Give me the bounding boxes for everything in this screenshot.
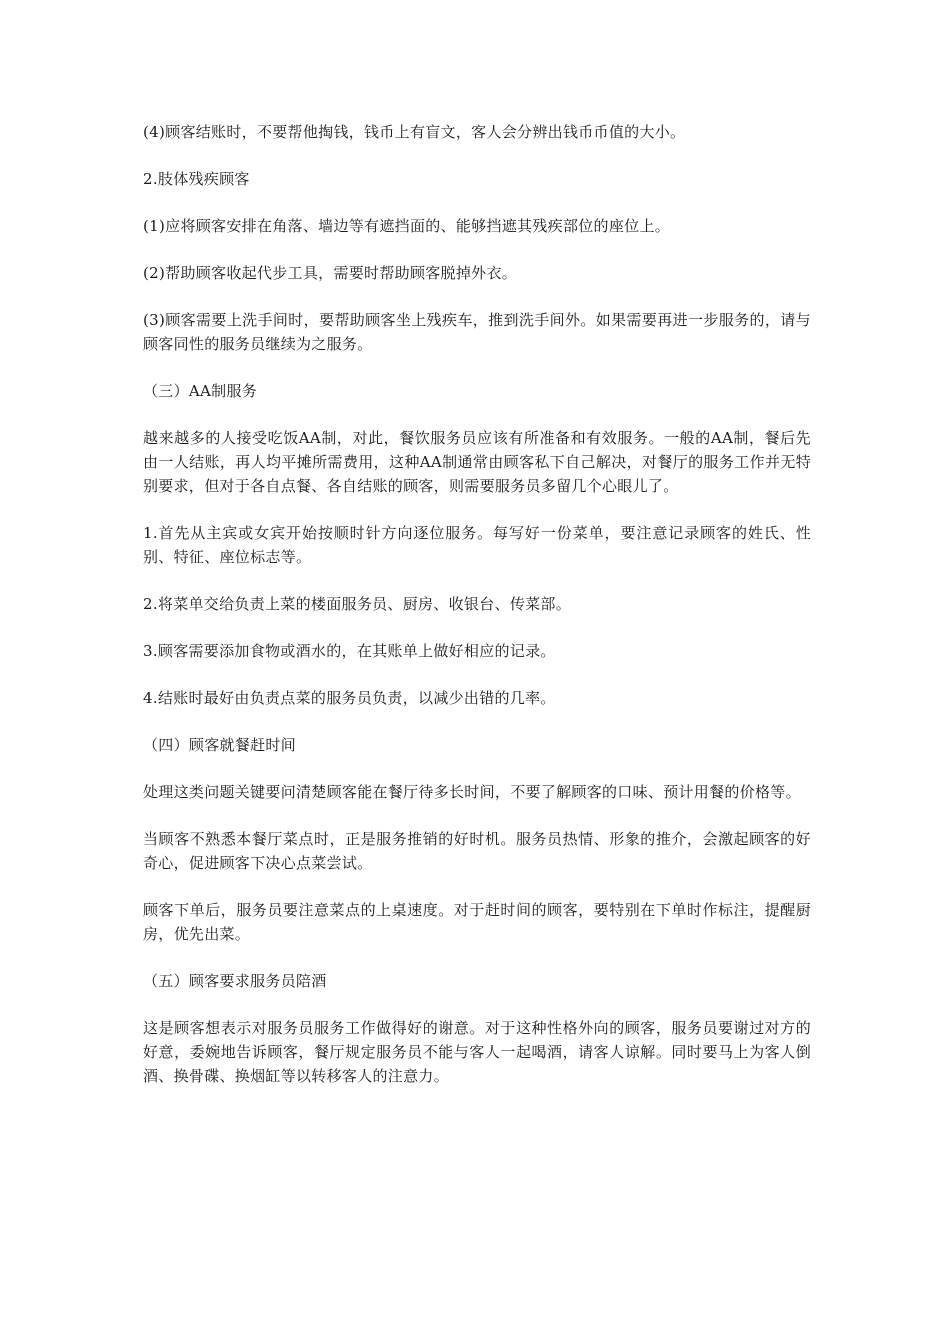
paragraph-aa-step-2: 2.将菜单交给负责上菜的楼面服务员、厨房、收银台、传菜部。 [143, 595, 572, 613]
heading-physically-disabled: 2.肢体残疾顾客 [143, 170, 250, 188]
paragraph-aa-step-1: 1.首先从主宾或女宾开始按顺时针方向逐位服务。每写好一份菜单，要注意记录顾客的姓氏、性别、特征、座位标志等。 [143, 524, 811, 566]
paragraph-aa-step-4: 4.结账时最好由负责点菜的服务员负责，以减少出错的几率。 [143, 689, 556, 707]
paragraph-mobility-aids: (2)帮助顾客收起代步工具，需要时帮助顾客脱掉外衣。 [143, 264, 518, 282]
heading-aa-service: （三）AA制服务 [143, 382, 258, 400]
paragraph-blind-payment: (4)顾客结账时，不要帮他掏钱，钱币上有盲文，客人会分辨出钱币币值的大小。 [143, 123, 686, 141]
heading-drinking-request: （五）顾客要求服务员陪酒 [143, 972, 327, 990]
paragraph-seating: (1)应将顾客安排在角落、墙边等有遮挡面的、能够挡遮其残疾部位的座位上。 [143, 217, 671, 235]
paragraph-aa-step-3: 3.顾客需要添加食物或酒水的，在其账单上做好相应的记录。 [143, 642, 556, 660]
paragraph-rushed-1: 处理这类问题关键要问清楚顾客能在餐厅待多长时间，不要了解顾客的口味、预计用餐的价格等。 [143, 783, 801, 801]
paragraph-rushed-2: 当顾客不熟悉本餐厅菜点时，正是服务推销的好时机。服务员热情、形象的推介，会激起顾客的好奇心，促进顾客下决心点菜尝试。 [143, 830, 811, 872]
paragraph-restroom-help: (3)顾客需要上洗手间时，要帮助顾客坐上残疾车，推到洗手间外。如果需要再进一步服务的，请与顾客同性的服务员继续为之服务。 [143, 311, 811, 353]
paragraph-rushed-3: 顾客下单后，服务员要注意菜点的上桌速度。对于赶时间的顾客，要特别在下单时作标注，提醒厨房，优先出菜。 [143, 901, 811, 943]
document-page [143, 120, 811, 1111]
paragraph-drinking-response: 这是顾客想表示对服务员服务工作做得好的谢意。对于这种性格外向的顾客，服务员要谢过对方的好意，委婉地告诉顾客，餐厅规定服务员不能与客人一起喝酒，请客人谅解。同时要马上为客人倒酒、换骨碟、换烟缸等以转移客人的注意力。 [143, 1019, 811, 1085]
heading-rushed-guests: （四）顾客就餐赶时间 [143, 736, 297, 754]
paragraph-aa-intro: 越来越多的人接受吃饭AA制，对此，餐饮服务员应该有所准备和有效服务。一般的AA制，餐后先由一人结账，再人均平摊所需费用，这种AA制通常由顾客私下自己解决，对餐厅的服务工作并无特别要求，但对于各自点餐、各自结账的顾客，则需要服务员多留几个心眼儿了。 [143, 429, 811, 495]
